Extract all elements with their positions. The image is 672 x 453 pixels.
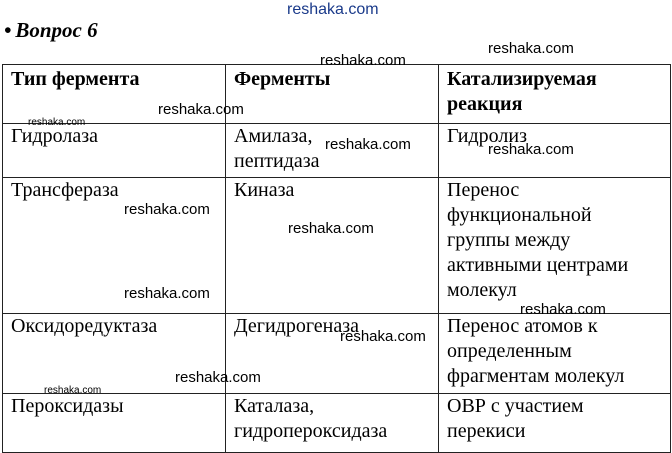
bullet-marker: • — [4, 18, 12, 42]
cell-reaction: ОВР с участием перекиси — [439, 394, 671, 453]
watermark: reshaka.com — [340, 328, 426, 345]
cell-enzymes: Киназа — [226, 178, 439, 314]
watermark: reshaka.com — [28, 117, 86, 128]
table-header-row — [3, 65, 671, 124]
cell-enzyme-type: Трансфераза — [3, 178, 226, 314]
watermark: reshaka.com — [124, 201, 210, 218]
cell-enzyme-type: Гидролаза — [3, 124, 226, 178]
cell-enzyme-type: Оксидоредуктаза — [3, 314, 226, 394]
watermark: reshaka.com — [44, 385, 102, 396]
question-title: Вопрос 6 — [15, 18, 98, 42]
cell-enzymes: Амилаза, пептидаза — [226, 124, 439, 178]
watermark: reshaka.com — [325, 136, 411, 153]
watermark: reshaka.com — [520, 301, 606, 318]
enzyme-table — [2, 64, 671, 453]
cell-enzymes: Каталаза, гидропероксидаза — [226, 394, 439, 453]
watermark: reshaka.com — [320, 52, 406, 69]
cell-enzymes: Дегидрогеназа — [226, 314, 439, 394]
header-enzymes: Ферменты — [226, 65, 439, 124]
table-row — [3, 178, 671, 314]
header-reaction: Катализируемая реакция — [439, 65, 671, 124]
cell-reaction: Перенос функциональной группы между активными центрами молекул — [439, 178, 671, 314]
watermark: reshaka.com — [488, 141, 574, 158]
watermark: reshaka.com — [175, 369, 261, 386]
watermark: reshaka.com — [158, 101, 244, 118]
header-enzyme-type: Тип фермента — [3, 65, 226, 124]
question-heading — [4, 18, 98, 43]
table-row — [3, 314, 671, 394]
cell-reaction: Гидролиз — [439, 124, 671, 178]
cell-reaction: Перенос атомов к определенным фрагментам молекул — [439, 314, 671, 394]
watermark: reshaka.com — [488, 40, 574, 57]
watermark: reshaka.com — [287, 1, 379, 18]
watermark: reshaka.com — [288, 220, 374, 237]
watermark: reshaka.com — [124, 285, 210, 302]
cell-enzyme-type: Пероксидазы — [3, 394, 226, 453]
